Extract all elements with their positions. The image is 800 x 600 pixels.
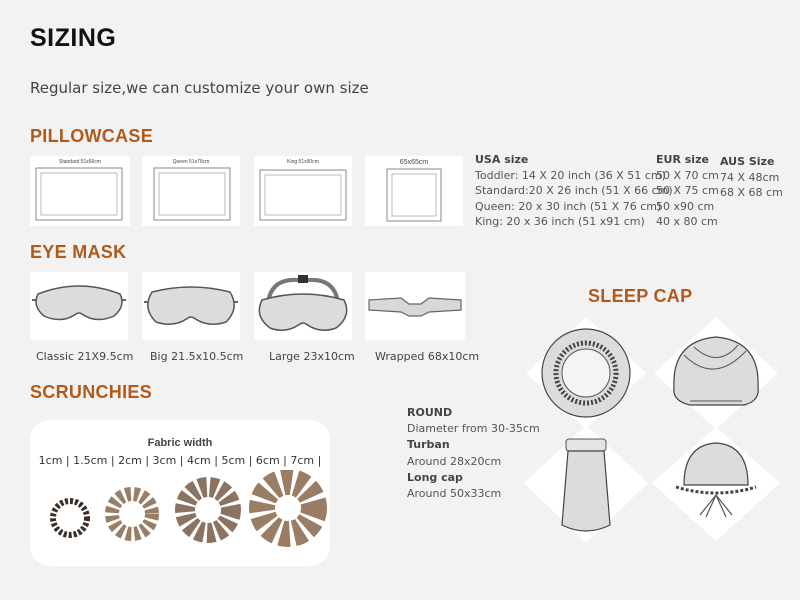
usa-size-table: [475, 152, 673, 230]
eye-mask-icon: [365, 272, 465, 340]
eye-mask-icon: [30, 272, 128, 340]
turban-spec-name: Turban: [407, 438, 450, 452]
scrunchies-heading: SCRUNCHIES: [30, 382, 153, 402]
page-subtitle: Regular size,we can customize your own size: [30, 79, 369, 97]
aus-size-header: AUS Size: [720, 155, 775, 168]
pillowcase-icon: [30, 156, 130, 226]
eye-mask-classic-card: [30, 272, 128, 340]
round-spec-name: ROUND: [407, 406, 453, 419]
eur-size-row: 50 X 70 cm: [656, 168, 719, 182]
pillowcase-icon: [254, 156, 352, 226]
usa-size-row: Queen: 20 x 30 inch (51 X 76 cm): [475, 199, 662, 213]
long-cap-tile: [524, 425, 648, 543]
eur-size-table: [656, 152, 719, 230]
pillowcase-standard-label: Standard 51x66cm: [59, 159, 101, 165]
aus-size-table: [720, 154, 783, 201]
round-spec-desc: Diameter from 30-35cm: [407, 422, 540, 436]
scrunchie-7cm: [262, 482, 314, 534]
pillowcase-queen-card: [142, 156, 240, 226]
eye-mask-icon: [254, 272, 352, 340]
long-cap-spec-name: Long cap: [407, 470, 463, 484]
usa-size-row: King: 20 x 36 inch (51 x91 cm): [475, 215, 645, 228]
turban-spec-desc: Around 28x20cm: [407, 454, 502, 468]
pillowcase-icon: [365, 156, 463, 226]
eur-size-row: 40 x 80 cm: [656, 215, 718, 228]
eur-size-row: 50 x90 cm: [656, 199, 715, 213]
round-cap-tile: [526, 317, 646, 429]
eye-mask-big-card: [142, 272, 240, 340]
turban-tile: [654, 317, 778, 429]
usa-size-header: USA size: [475, 153, 529, 166]
eye-mask-big-caption: Big 21.5x10.5cm: [150, 350, 244, 363]
fabric-width-label: Fabric width: [147, 437, 213, 449]
bonnet-tile: [652, 427, 780, 541]
eye-mask-wrapped-card: [365, 272, 465, 340]
scrunchies-illustration: [30, 470, 330, 566]
aus-size-row: 74 X 48cm: [720, 170, 780, 184]
scrunchies-card: [30, 420, 330, 566]
eur-size-header: EUR size: [656, 153, 709, 166]
pillowcase-square-label: 65x65cm: [399, 159, 429, 166]
scrunchie-1cm: [53, 501, 87, 535]
page-title: SIZING: [30, 24, 117, 52]
eye-mask-large-card: [254, 272, 352, 340]
eur-size-row: 50 X 75 cm: [656, 184, 719, 197]
long-cap-spec-desc: Around 50x33cm: [407, 487, 502, 501]
pillowcase-queen-label: Queen 51x76cm: [172, 159, 210, 165]
eye-mask-large-caption: Large 23x10cm: [269, 350, 355, 363]
pillowcase-icon: [142, 156, 240, 226]
pillowcase-king-card: [254, 156, 352, 226]
usa-size-row: Standard:20 X 26 inch (51 X 66 cm): [475, 184, 673, 197]
scrunchie-5cm: [185, 487, 231, 533]
pillowcase-heading: PILLOWCASE: [30, 126, 153, 146]
eye-mask-icon: [142, 272, 240, 340]
sleep-cap-illustrations: [524, 315, 786, 550]
scrunchie-2cm: [112, 494, 152, 534]
sleep-cap-heading: SLEEP CAP: [588, 286, 693, 306]
pillowcase-standard-card: [30, 156, 130, 226]
aus-size-row: 68 X 68 cm: [720, 186, 783, 199]
pillowcase-square-card: [365, 156, 463, 226]
eye-mask-heading: EYE MASK: [30, 242, 127, 262]
eye-mask-classic-caption: Classic 21X9.5cm: [36, 350, 134, 363]
pillowcase-king-label: King 51x90cm: [287, 159, 319, 165]
sleep-cap-specs: [407, 405, 540, 502]
usa-size-row: Toddler: 14 X 20 inch (36 X 51 cm): [475, 168, 666, 182]
eye-mask-wrapped-caption: Wrapped 68x10cm: [375, 350, 480, 363]
fabric-width-values: 1cm | 1.5cm | 2cm | 3cm | 4cm | 5cm | 6cm | 7cm |: [38, 454, 322, 467]
